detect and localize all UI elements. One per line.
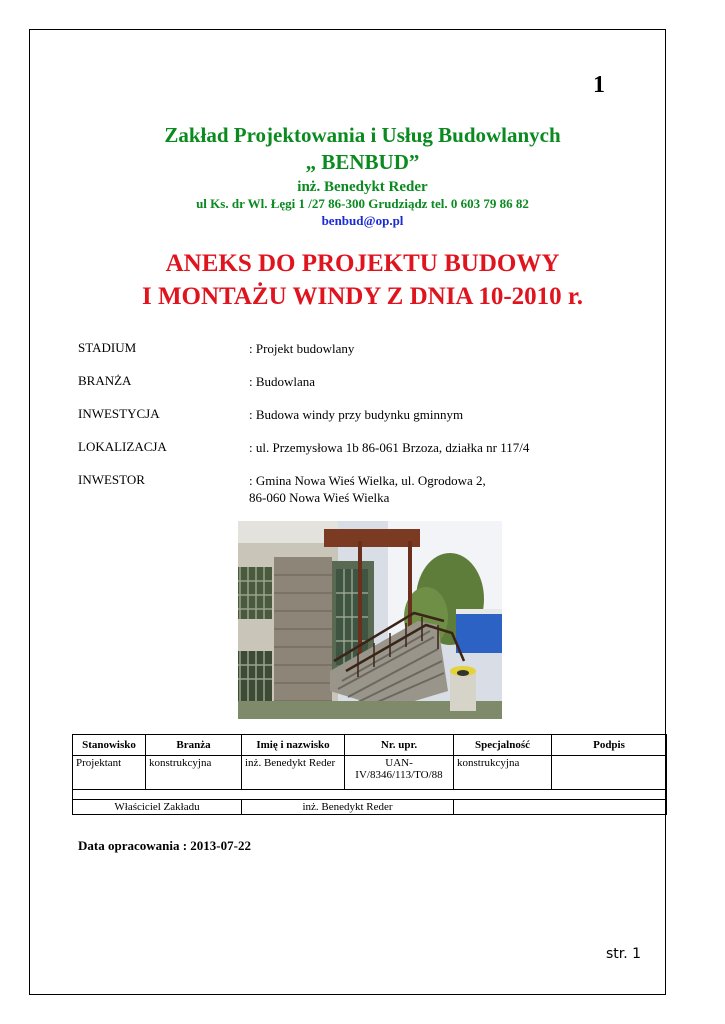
info-value: : Gmina Nowa Wieś Wielka, ul. Ogrodowa 2, (249, 473, 486, 488)
cell-branza: konstrukcyjna (146, 756, 242, 790)
company-owner: inż. Benedykt Reder (297, 179, 428, 195)
info-key: BRANŻA (78, 373, 132, 388)
info-value: : Budowlana (249, 374, 316, 389)
info-value: : Budowa windy przy budynku gminnym (249, 407, 464, 422)
cell-license: UAN-IV/8346/113/TO/88 (345, 756, 454, 790)
owner-signature (454, 800, 667, 815)
spacer-cell (73, 790, 667, 800)
owner-label: Właściciel Zakładu (73, 800, 242, 815)
building-photo (238, 521, 502, 719)
page-footer: str. 1 (605, 946, 641, 962)
info-key: INWESTYCJA (78, 406, 160, 421)
owner-name: inż. Benedykt Reder (242, 800, 454, 815)
info-key: LOKALIZACJA (78, 439, 167, 454)
cell-specialty: konstrukcyjna (454, 756, 552, 790)
column-header: Podpis (552, 735, 667, 756)
cell-stanowisko: Projektant (73, 756, 146, 790)
preparation-date: Data opracowania : 2013-07-22 (78, 838, 251, 853)
cell-name: inż. Benedykt Reder (242, 756, 345, 790)
info-value: : Projekt budowlany (249, 341, 355, 356)
document-title-line1: ANEKS DO PROJEKTU BUDOWY (165, 250, 560, 277)
column-header: Specjalność (454, 735, 552, 756)
table-spacer-row (73, 790, 667, 800)
column-header: Imię i nazwisko (242, 735, 345, 756)
column-header: Nr. upr. (345, 735, 454, 756)
info-key: INWESTOR (78, 472, 145, 487)
info-value: : ul. Przemysłowa 1b 86-061 Brzoza, działka nr 117/4 (249, 440, 530, 455)
info-key: STADIUM (78, 340, 137, 355)
table-owner-row (73, 800, 667, 815)
info-value-line2: 86-060 Nowa Wieś Wielka (249, 490, 390, 505)
page-number: 1 (593, 72, 605, 98)
column-header: Stanowisko (73, 735, 146, 756)
company-address: ul Ks. dr Wl. Łęgi 1 /27 86-300 Grudziądz tel. 0 603 79 86 82 (196, 196, 529, 211)
company-brand: „ BENBUD” (305, 150, 420, 174)
table-header-row (73, 735, 667, 756)
cell-signature (552, 756, 667, 790)
company-name: Zakład Projektowania i Usług Budowlanych (164, 123, 561, 147)
column-header: Branża (146, 735, 242, 756)
company-email[interactable]: benbud@op.pl (321, 213, 404, 228)
document-title-line2: I MONTAŻU WINDY Z DNIA 10-2010 r. (141, 283, 583, 310)
table-row (73, 756, 667, 790)
signature-table (72, 734, 667, 815)
